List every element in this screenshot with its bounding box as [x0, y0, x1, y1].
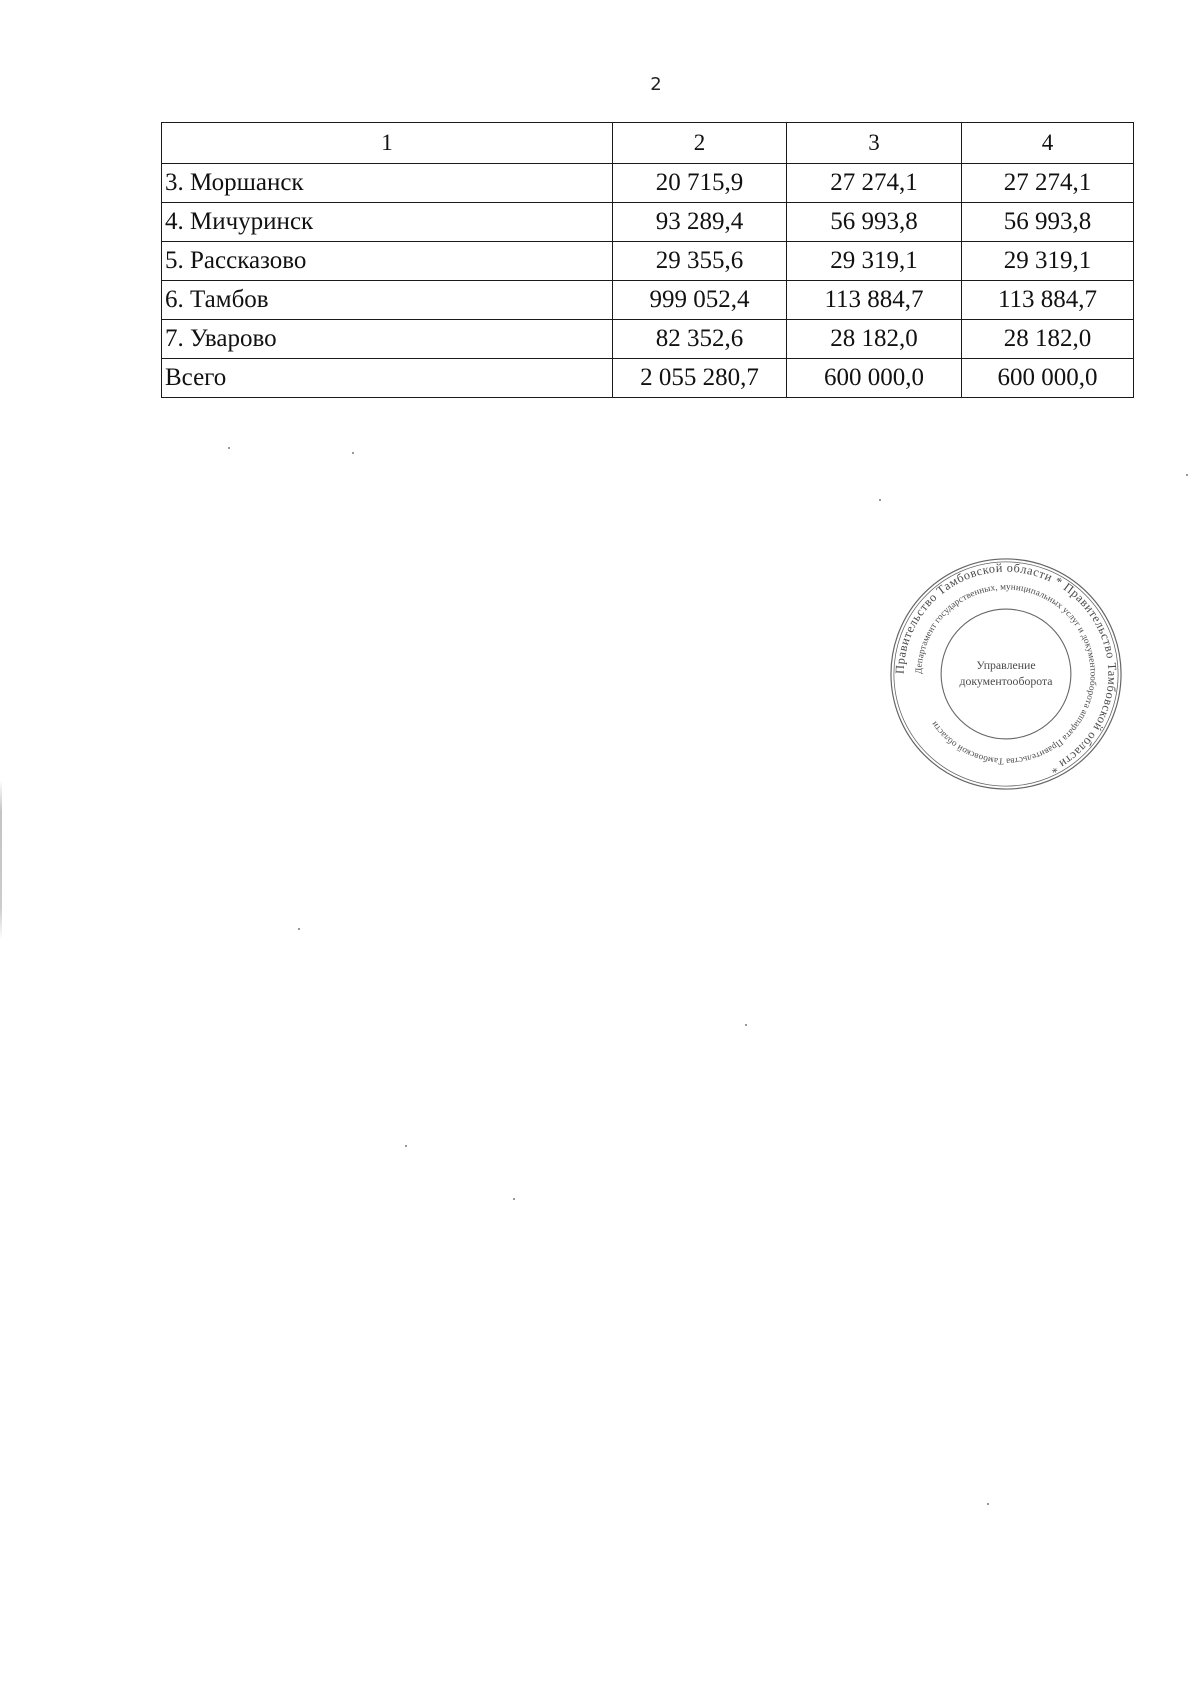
scan-speck: [513, 1198, 515, 1200]
table-row: [162, 203, 1134, 242]
row-value-col3: 29 319,1: [787, 242, 962, 281]
row-name: 7. Уварово: [162, 320, 613, 359]
seal-center-line-1: Управление: [976, 658, 1036, 673]
scan-speck: [987, 1503, 989, 1505]
scan-speck: [298, 928, 300, 930]
row-value-col4: 27 274,1: [962, 164, 1134, 203]
row-value-col4: 29 319,1: [962, 242, 1134, 281]
row-value-col4: 28 182,0: [962, 320, 1134, 359]
total-label: Всего: [162, 359, 613, 398]
row-value-col2: 29 355,6: [613, 242, 787, 281]
row-value-col2: 82 352,6: [613, 320, 787, 359]
scan-speck: [405, 1145, 407, 1147]
row-value-col3: 113 884,7: [787, 281, 962, 320]
table-header-row: [162, 123, 1134, 164]
seal-center-line-2: документооборота: [959, 673, 1053, 688]
row-value-col2: 999 052,4: [613, 281, 787, 320]
scan-edge-shadow: [0, 780, 2, 940]
scan-speck: [745, 1024, 747, 1026]
total-value-col3: 600 000,0: [787, 359, 962, 398]
row-value-col3: 28 182,0: [787, 320, 962, 359]
table-total-row: [162, 359, 1134, 398]
row-value-col4: 113 884,7: [962, 281, 1134, 320]
row-value-col3: 56 993,8: [787, 203, 962, 242]
page-number: 2: [650, 74, 662, 95]
column-header-2: 2: [613, 123, 787, 164]
seal-outer-ring-text: Правительство Тамбовской области * Правительство Тамбовской области *: [892, 560, 1120, 777]
total-value-col4: 600 000,0: [962, 359, 1134, 398]
allocation-table: [161, 122, 1134, 398]
seal-middle-ring-text: Департамент государственных, муниципальных услуг и документооборота аппарата Правительства Тамбовской области: [913, 581, 1099, 767]
row-name: 6. Тамбов: [162, 281, 613, 320]
official-seal-stamp: [888, 556, 1124, 792]
table-row: [162, 281, 1134, 320]
row-value-col3: 27 274,1: [787, 164, 962, 203]
row-name: 3. Моршанск: [162, 164, 613, 203]
table-row: [162, 320, 1134, 359]
scan-speck: [1186, 474, 1188, 476]
row-name: 5. Рассказово: [162, 242, 613, 281]
scan-speck: [228, 447, 230, 449]
row-name: 4. Мичуринск: [162, 203, 613, 242]
total-value-col2: 2 055 280,7: [613, 359, 787, 398]
scan-speck: [879, 499, 881, 501]
row-value-col2: 93 289,4: [613, 203, 787, 242]
table-row: [162, 164, 1134, 203]
column-header-1: 1: [162, 123, 613, 164]
table-row: [162, 242, 1134, 281]
column-header-4: 4: [962, 123, 1134, 164]
row-value-col4: 56 993,8: [962, 203, 1134, 242]
scan-speck: [352, 452, 354, 454]
column-header-3: 3: [787, 123, 962, 164]
row-value-col2: 20 715,9: [613, 164, 787, 203]
